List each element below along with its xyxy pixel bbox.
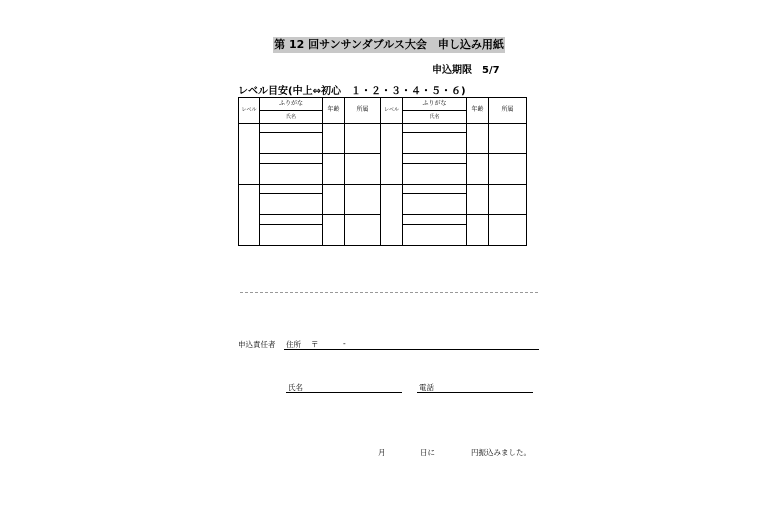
age-cell[interactable]: [467, 184, 489, 214]
header-level-right: レベル: [381, 98, 403, 124]
payment-text: 円振込みました。: [471, 448, 531, 457]
name-cell[interactable]: [260, 133, 323, 154]
age-cell[interactable]: [467, 214, 489, 245]
header-affiliation-left: 所属: [345, 98, 381, 124]
postal-dash: -: [343, 339, 346, 348]
affiliation-cell[interactable]: [489, 123, 527, 153]
level-cell[interactable]: [239, 184, 260, 245]
name-cell[interactable]: [260, 194, 323, 215]
level-guide-text: レベル目安(中上⇔初心 １・２・３・４・５・６): [238, 86, 466, 97]
affiliation-cell[interactable]: [345, 153, 381, 184]
age-cell[interactable]: [467, 153, 489, 184]
entry-table: [238, 97, 527, 246]
cut-line: [240, 292, 538, 293]
name-cell[interactable]: [403, 225, 467, 246]
header-affiliation-right: 所属: [489, 98, 527, 124]
header-age-right: 年齢: [467, 98, 489, 124]
name-cell[interactable]: [403, 133, 467, 154]
responsible-label: 申込責任者: [238, 340, 276, 349]
month-label: 月: [378, 448, 386, 457]
header-age-left: 年齢: [323, 98, 345, 124]
affiliation-cell[interactable]: [489, 153, 527, 184]
name-cell[interactable]: [403, 194, 467, 215]
name-field[interactable]: [286, 392, 402, 393]
name-cell[interactable]: [260, 164, 323, 185]
level-cell[interactable]: [381, 123, 403, 184]
age-cell[interactable]: [323, 123, 345, 153]
affiliation-cell[interactable]: [345, 184, 381, 214]
header-furigana-left: ふりがな: [260, 98, 323, 111]
deadline-text: 申込期限 5/7: [432, 65, 500, 76]
age-cell[interactable]: [323, 214, 345, 245]
furigana-cell[interactable]: [260, 184, 323, 193]
header-name-right: 氏名: [403, 111, 467, 123]
age-cell[interactable]: [467, 123, 489, 153]
day-label: 日に: [420, 448, 435, 457]
name-label: 氏名: [288, 383, 303, 392]
age-cell[interactable]: [323, 184, 345, 214]
header-level-left: レベル: [239, 98, 260, 124]
level-cell[interactable]: [381, 184, 403, 245]
affiliation-cell[interactable]: [345, 123, 381, 153]
name-cell[interactable]: [260, 225, 323, 246]
header-name-left: 氏名: [260, 111, 323, 123]
phone-label: 電話: [419, 383, 434, 392]
furigana-cell[interactable]: [260, 214, 323, 224]
furigana-cell[interactable]: [403, 153, 467, 163]
affiliation-cell[interactable]: [489, 214, 527, 245]
furigana-cell[interactable]: [403, 123, 467, 132]
name-cell[interactable]: [403, 164, 467, 185]
furigana-cell[interactable]: [260, 123, 323, 132]
affiliation-cell[interactable]: [489, 184, 527, 214]
address-field[interactable]: [284, 349, 539, 350]
address-label: 住所: [286, 340, 301, 349]
furigana-cell[interactable]: [403, 214, 467, 224]
postal-mark: 〒: [311, 340, 319, 349]
phone-field[interactable]: [417, 392, 533, 393]
furigana-cell[interactable]: [260, 153, 323, 163]
level-cell[interactable]: [239, 123, 260, 184]
age-cell[interactable]: [323, 153, 345, 184]
affiliation-cell[interactable]: [345, 214, 381, 245]
page-title: 第 12 回サンサンダブルス大会 申し込み用紙: [274, 38, 504, 51]
furigana-cell[interactable]: [403, 184, 467, 193]
header-furigana-right: ふりがな: [403, 98, 467, 111]
